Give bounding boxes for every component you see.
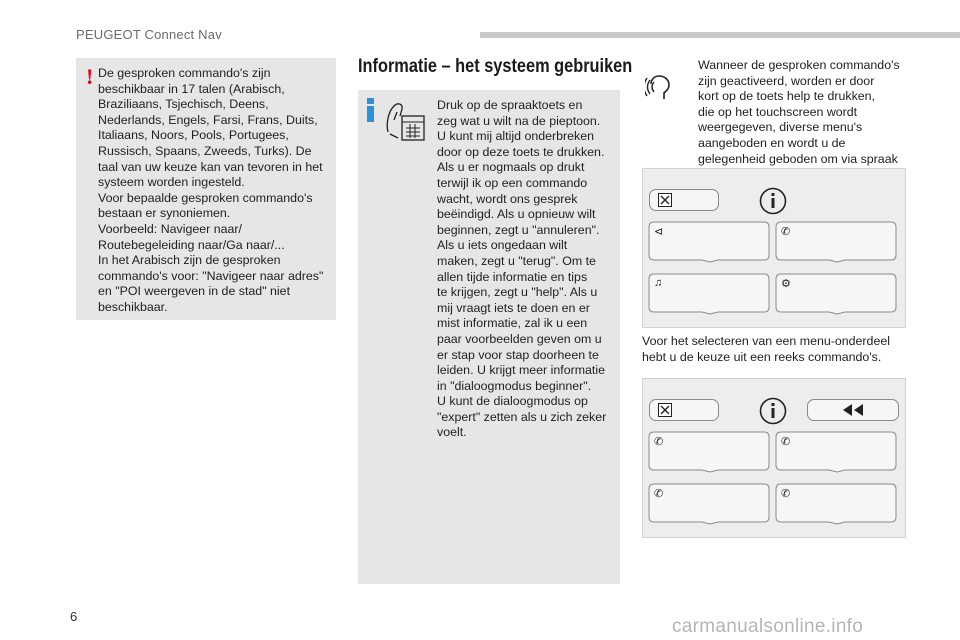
tile-navigation[interactable] [648,221,770,263]
voice-menu-panel [642,168,906,328]
phone-icon: ✆ [781,436,791,448]
close-icon [658,193,672,207]
section-title: Informatie – het systeem gebruiken [358,56,633,77]
voice-submenu-panel [642,378,906,538]
tile-command-4[interactable] [775,483,897,525]
phone-icon: ✆ [781,226,791,238]
help-button[interactable] [759,397,787,425]
page-header-bar [480,32,960,38]
tile-command-1[interactable] [648,431,770,473]
tile-command-3[interactable] [648,483,770,525]
tile-command-2[interactable] [775,431,897,473]
tile-music[interactable] [648,273,770,315]
phone-icon: ✆ [781,488,791,500]
help-button[interactable] [759,187,787,215]
close-voice-button[interactable] [649,189,719,211]
info-circle-icon [759,397,787,425]
voice-text: Wanneer de gesproken commando's zijn geactiveerd, worden er door kort op de toets help te drukken, die op het touchscreen wordt weergegeven, diverse menu's aangeboden en wordt u de gelegenheid geboden om via spraak [698,58,900,166]
phone-icon: ✆ [654,488,664,500]
music-icon: ♫ [654,277,663,289]
phone-icon: ✆ [654,436,664,448]
voice-command-icon [645,72,685,102]
warning-text: De gesproken commando's zijn beschikbaar in 17 talen (Arabisch, Braziliaans, Tsjechisch, Deens, Nederlands, Engels, Farsi, Frans, Duits, Italiaans, Noors, Pools, Portugees, Russisch, Spaans, Zweeds, Turks). De taal van uw keuze kan van tevoren in het systeem worden ingesteld. Voor bepaalde gesproken commando's bestaan er synoniemen. Voorbeeld: Navigeer naar/ Routebegeleiding naar/Ga naar/... In het Arabisch zijn de gesproken commando's voor: "Navigeer naar adres" en "POI weergeven in de stad" niet beschikbaar. [98,66,324,314]
rewind-back-icon [842,403,864,417]
back-button[interactable] [807,399,899,421]
close-voice-button[interactable] [649,399,719,421]
navigation-icon: ⊲ [654,226,664,238]
tile-settings[interactable] [775,273,897,315]
watermark: carmanualsonline.info [672,616,864,637]
page-number: 6 [70,609,78,624]
settings-icon: ⚙ [781,278,791,290]
close-icon [658,403,672,417]
exclamation-icon: ! [86,64,94,89]
page-header-title: PEUGEOT Connect Nav [76,27,222,42]
select-text: Voor het selecteren van een menu-onderdeel hebt u de keuze uit een reeks commando's. [642,334,890,364]
info-text: Druk op de spraaktoets en zeg wat u wilt na de pieptoon. U kunt mij altijd onderbreken door op deze toets te drukken. Als u er nogmaals op drukt terwijl ik op een commando wacht, wordt ons gesprek beëindigd. Als u opnieuw wilt beginnen, zegt u "annuleren". Als u iets ongedaan wilt maken, zegt u "terug". Om te allen tijde informatie en tips te krijgen, zegt u "help". Als u mij vraagt iets te doen en er mist informatie, zal ik u een paar voorbeelden geven om u er stap voor stap doorheen te leiden. U krijgt meer informatie in "dialoogmodus beginner". U kunt de dialoogmodus op "expert" zetten als u zich zeker voelt. [437,98,607,440]
info-circle-icon [759,187,787,215]
voice-button-hand-icon [382,98,428,144]
info-icon [366,98,375,122]
tile-phone[interactable] [775,221,897,263]
